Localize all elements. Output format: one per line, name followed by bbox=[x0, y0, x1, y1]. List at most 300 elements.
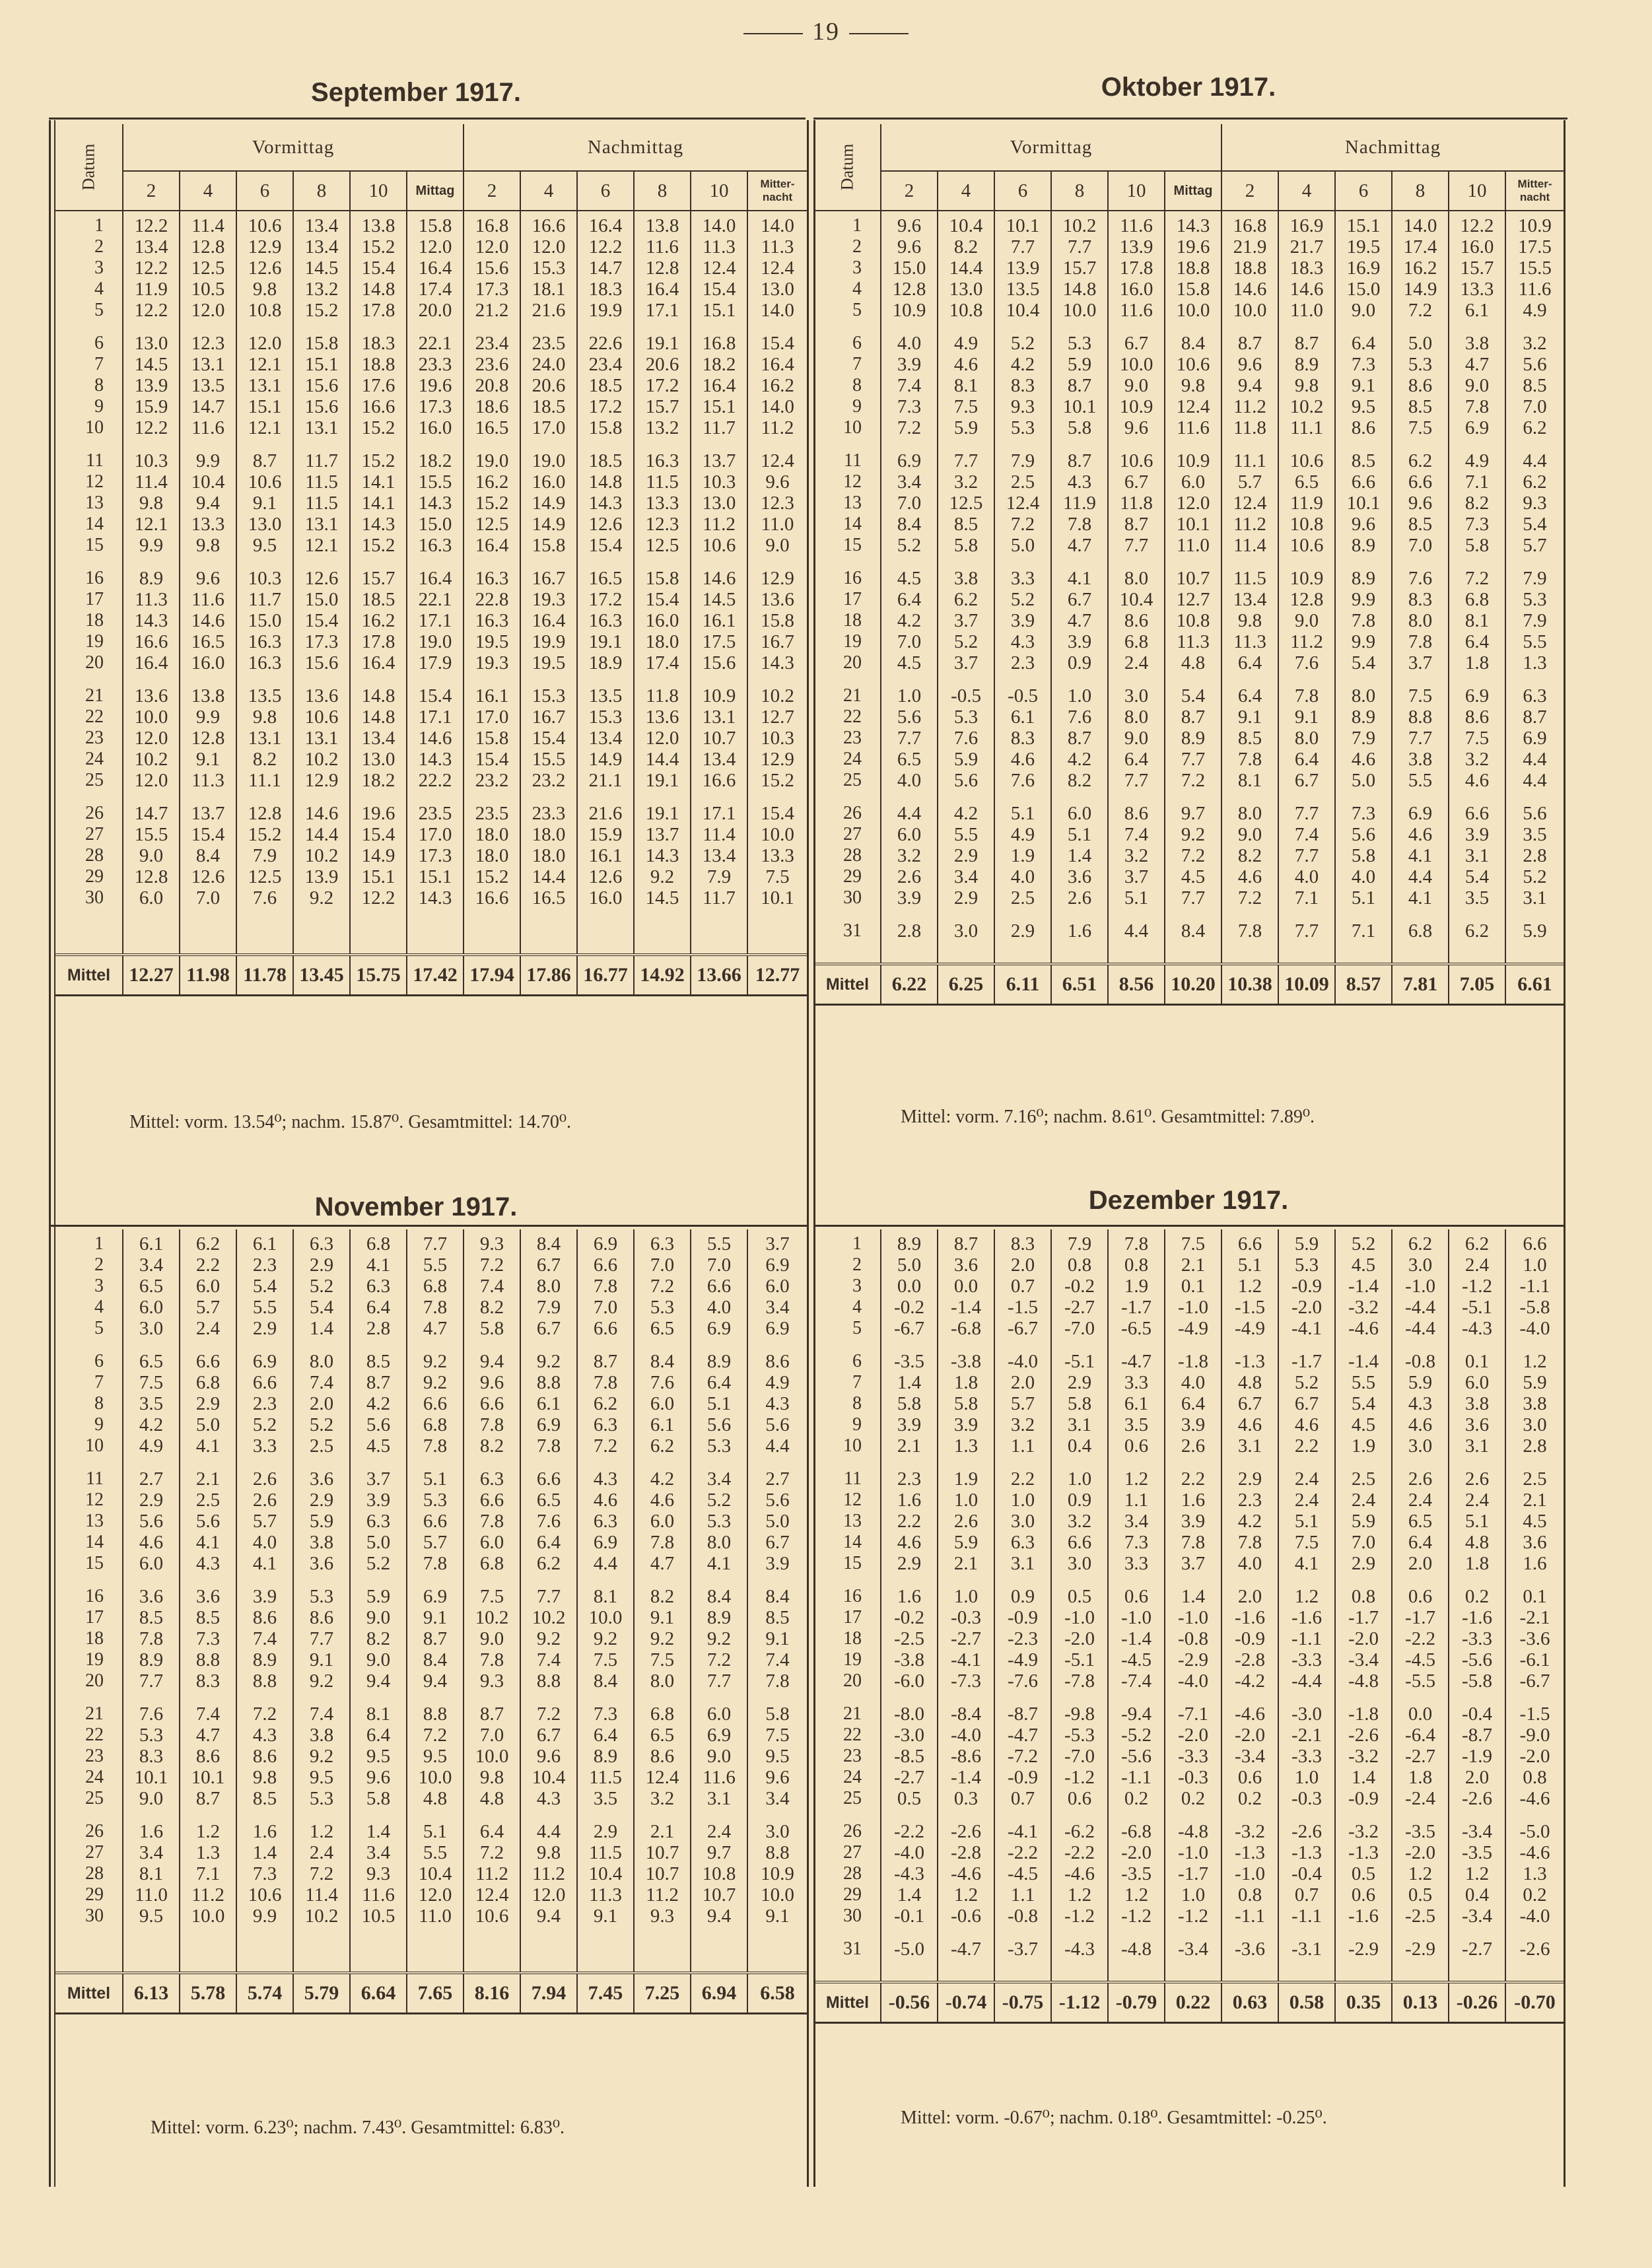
temperature-cell: 18.8 bbox=[350, 354, 407, 375]
day-number: 6 bbox=[55, 321, 123, 354]
temperature-cell: 5.2 bbox=[994, 589, 1051, 610]
temperature-cell: 9.4 bbox=[350, 1670, 407, 1692]
temperature-cell: 5.5 bbox=[407, 1254, 464, 1276]
header-datum: Datum bbox=[815, 124, 881, 211]
temperature-cell: 15.1 bbox=[691, 396, 747, 417]
temperature-cell: 1.9 bbox=[994, 845, 1051, 866]
temperature-cell: 7.3 bbox=[180, 1628, 236, 1649]
temperature-cell: 13.4 bbox=[691, 845, 747, 866]
mean-value: 12.77 bbox=[747, 955, 807, 996]
day-rows bbox=[815, 1229, 1564, 2023]
temperature-cell: 5.8 bbox=[765, 1703, 790, 1725]
mean-value: -1.12 bbox=[1051, 1982, 1108, 2023]
temperature-cell: 7.0 bbox=[881, 493, 938, 514]
temperature-cell: 11.6 bbox=[1108, 211, 1165, 236]
mean-value: 10.20 bbox=[1165, 964, 1222, 1005]
temperature-cell: 4.5 bbox=[881, 652, 938, 673]
temperature-cell: 15.0 bbox=[407, 514, 464, 535]
day-number: 26 bbox=[815, 791, 881, 824]
temperature-cell: 8.4 bbox=[1165, 909, 1222, 953]
day-number: 3 bbox=[55, 1276, 123, 1297]
table-row bbox=[55, 1393, 807, 1414]
temperature-cell: 8.2 bbox=[350, 1628, 407, 1649]
table-row bbox=[815, 1607, 1564, 1628]
temperature-cell: -5.1 bbox=[1449, 1297, 1505, 1318]
temperature-cell: 12.9 bbox=[293, 770, 350, 791]
temperature-cell: -2.9 bbox=[1392, 1927, 1449, 1972]
header-hour: 2 bbox=[1222, 171, 1278, 211]
temperature-cell: 0.6 bbox=[1108, 1574, 1165, 1607]
temperature-cell: 4.6 bbox=[1392, 824, 1449, 845]
temperature-cell: 9.8 bbox=[464, 1767, 520, 1788]
temperature-cell: 14.3 bbox=[407, 749, 464, 770]
temperature-cell: 8.0 bbox=[1392, 610, 1449, 631]
temperature-cell: 13.1 bbox=[236, 728, 293, 749]
mean-value: -0.70 bbox=[1505, 1982, 1564, 2023]
temperature-cell: -4.3 bbox=[881, 1863, 938, 1884]
temperature-cell: 23.5 bbox=[407, 791, 464, 824]
temperature-cell: 5.8 bbox=[938, 535, 994, 556]
temperature-cell: 4.3 bbox=[180, 1553, 236, 1574]
temperature-cell: 17.9 bbox=[407, 652, 464, 673]
temperature-cell: 8.0 bbox=[1335, 673, 1392, 706]
temperature-cell: 1.2 bbox=[1523, 1351, 1547, 1372]
temperature-cell: -0.9 bbox=[1222, 1628, 1278, 1649]
temperature-cell: 7.1 bbox=[180, 1863, 236, 1884]
temperature-cell: 12.8 bbox=[123, 866, 180, 887]
temperature-cell: 1.0 bbox=[938, 1574, 994, 1607]
temperature-cell: 21.1 bbox=[577, 770, 634, 791]
temperature-cell: 23.4 bbox=[577, 354, 634, 375]
temperature-cell: 18.2 bbox=[407, 438, 464, 471]
temperature-cell: 16.9 bbox=[1335, 258, 1392, 279]
table-row bbox=[815, 417, 1564, 438]
temperature-cell: 14.0 bbox=[1392, 211, 1449, 236]
temperature-cell: 16.2 bbox=[350, 610, 407, 631]
table-row bbox=[815, 1788, 1564, 1809]
temperature-cell: -0.3 bbox=[1165, 1767, 1222, 1788]
temperature-cell: 3.1 bbox=[1222, 1435, 1278, 1457]
temperature-cell: 5.6 bbox=[765, 1414, 790, 1435]
day-number: 7 bbox=[815, 354, 881, 375]
table-row bbox=[55, 866, 807, 887]
temperature-cell: 8.2 bbox=[1222, 845, 1278, 866]
temperature-cell: -6.8 bbox=[938, 1318, 994, 1339]
temperature-cell: 2.6 bbox=[236, 1457, 293, 1490]
temperature-cell: 16.7 bbox=[761, 631, 794, 652]
temperature-cell: 5.3 bbox=[1278, 1254, 1335, 1276]
temperature-cell: 4.6 bbox=[1222, 866, 1278, 887]
temperature-cell: 5.9 bbox=[1523, 1372, 1547, 1393]
temperature-cell: 4.8 bbox=[1165, 652, 1222, 673]
temperature-cell: 10.6 bbox=[1278, 438, 1335, 471]
temperature-cell: 2.4 bbox=[1278, 1457, 1335, 1490]
temperature-cell: -1.0 bbox=[1392, 1276, 1449, 1297]
temperature-cell: 5.6 bbox=[881, 706, 938, 728]
temperature-cell: 3.4 bbox=[350, 1842, 407, 1863]
temperature-cell: 2.0 bbox=[1449, 1767, 1505, 1788]
temperature-cell: 3.6 bbox=[1051, 866, 1108, 887]
temperature-cell: 3.2 bbox=[994, 1414, 1051, 1435]
temperature-cell: 19.0 bbox=[464, 438, 520, 471]
temperature-cell: 7.4 bbox=[1278, 824, 1335, 845]
day-number: 18 bbox=[55, 1628, 123, 1649]
table-row bbox=[55, 1628, 807, 1649]
temperature-cell: 3.3 bbox=[994, 556, 1051, 589]
temperature-cell: 7.2 bbox=[1165, 845, 1222, 866]
temperature-cell: -0.2 bbox=[881, 1607, 938, 1628]
temperature-cell: 13.0 bbox=[350, 749, 407, 770]
temperature-cell: 11.5 bbox=[1222, 556, 1278, 589]
temperature-cell: 9.0 bbox=[1278, 610, 1335, 631]
temperature-cell: 9.2 bbox=[1165, 824, 1222, 845]
temperature-cell: 16.0 bbox=[1108, 279, 1165, 300]
temperature-cell: -1.1 bbox=[1278, 1906, 1335, 1927]
day-number: 11 bbox=[55, 1457, 123, 1490]
temperature-cell: 12.4 bbox=[1165, 396, 1222, 417]
temperature-cell: 8.9 bbox=[1335, 556, 1392, 589]
table-row bbox=[55, 673, 807, 706]
temperature-cell: 8.5 bbox=[765, 1607, 790, 1628]
temperature-cell: 3.9 bbox=[994, 610, 1051, 631]
temperature-cell: 3.3 bbox=[236, 1435, 293, 1457]
page-number: 19 bbox=[0, 17, 1652, 46]
day-number: 12 bbox=[815, 471, 881, 493]
temperature-cell: 7.2 bbox=[236, 1692, 293, 1725]
day-number: 29 bbox=[815, 1884, 881, 1906]
temperature-cell: 17.2 bbox=[634, 375, 691, 396]
temperature-cell: 3.7 bbox=[938, 610, 994, 631]
temperature-cell: 6.4 bbox=[1108, 749, 1165, 770]
temperature-cell: 3.2 bbox=[1449, 749, 1505, 770]
mean-value: 8.57 bbox=[1335, 964, 1392, 1005]
temperature-cell: 12.0 bbox=[123, 770, 180, 791]
temperature-cell: 5.5 bbox=[1335, 1372, 1392, 1393]
temperature-cell: 17.2 bbox=[577, 396, 634, 417]
temperature-cell: 17.8 bbox=[350, 631, 407, 652]
temperature-cell: 12.2 bbox=[577, 236, 634, 258]
temperature-cell: 11.0 bbox=[407, 1906, 464, 1939]
temperature-cell: -3.7 bbox=[994, 1927, 1051, 1972]
temperature-cell: 16.5 bbox=[520, 887, 577, 920]
temperature-cell: 5.0 bbox=[881, 1254, 938, 1276]
temperature-cell: 11.2 bbox=[1222, 396, 1278, 417]
header-hour: 4 bbox=[938, 171, 994, 211]
temperature-cell: 7.2 bbox=[691, 1649, 747, 1670]
temperature-cell: 6.4 bbox=[350, 1725, 407, 1746]
temperature-cell: -4.0 bbox=[1519, 1318, 1550, 1339]
temperature-cell: 6.3 bbox=[577, 1511, 634, 1532]
temperature-cell: -0.9 bbox=[1278, 1276, 1335, 1297]
temperature-cell: -1.5 bbox=[1222, 1297, 1278, 1318]
temperature-cell: 9.4 bbox=[180, 493, 236, 514]
temperature-cell: 8.1 bbox=[350, 1692, 407, 1725]
temperature-cell: 5.2 bbox=[293, 1276, 350, 1297]
temperature-cell: 12.6 bbox=[236, 258, 293, 279]
temperature-cell: 6.2 bbox=[1449, 909, 1505, 953]
temperature-cell: 2.4 bbox=[1278, 1490, 1335, 1511]
temperature-cell: -2.4 bbox=[1392, 1788, 1449, 1809]
top-rule-left bbox=[49, 118, 806, 120]
temperature-cell: 10.1 bbox=[1165, 514, 1222, 535]
temperature-cell: -1.1 bbox=[1278, 1628, 1335, 1649]
temperature-cell: 6.6 bbox=[1051, 1532, 1108, 1553]
temperature-cell: 5.1 bbox=[691, 1393, 747, 1414]
day-number: 28 bbox=[55, 1863, 123, 1884]
temperature-cell: 9.5 bbox=[350, 1746, 407, 1767]
table-row bbox=[815, 1372, 1564, 1393]
temperature-cell: 2.5 bbox=[1335, 1457, 1392, 1490]
temperature-cell: 5.1 bbox=[1108, 887, 1165, 909]
day-number: 25 bbox=[55, 770, 123, 791]
temperature-cell: -7.4 bbox=[1108, 1670, 1165, 1692]
temperature-cell: 13.1 bbox=[236, 375, 293, 396]
temperature-cell: 5.4 bbox=[293, 1297, 350, 1318]
temperature-cell: 16.7 bbox=[520, 706, 577, 728]
temperature-cell: 3.9 bbox=[1051, 631, 1108, 652]
table-row bbox=[55, 824, 807, 845]
temperature-cell: 5.3 bbox=[1523, 589, 1547, 610]
table-row bbox=[815, 1490, 1564, 1511]
month-title-dezember: Dezember 1917. bbox=[1088, 1186, 1289, 1215]
temperature-cell: 9.5 bbox=[123, 1906, 180, 1939]
temperature-cell: 4.6 bbox=[634, 1490, 691, 1511]
temperature-cell: 14.0 bbox=[761, 396, 794, 417]
table-row bbox=[815, 1254, 1564, 1276]
temperature-cell: -5.6 bbox=[1108, 1746, 1165, 1767]
temperature-cell: 2.9 bbox=[994, 909, 1051, 953]
temperature-cell: 3.8 bbox=[1449, 1393, 1505, 1414]
temperature-cell: 16.3 bbox=[634, 438, 691, 471]
temperature-cell: 6.4 bbox=[1222, 673, 1278, 706]
temperature-cell: 7.3 bbox=[1449, 514, 1505, 535]
temperature-cell: 3.7 bbox=[1108, 866, 1165, 887]
temperature-cell: 17.1 bbox=[634, 300, 691, 321]
temperature-cell: 8.8 bbox=[407, 1692, 464, 1725]
temperature-cell: -3.5 bbox=[881, 1339, 938, 1372]
temperature-cell: 2.4 bbox=[1449, 1254, 1505, 1276]
day-number: 22 bbox=[55, 706, 123, 728]
temperature-cell: 17.1 bbox=[691, 791, 747, 824]
temperature-cell: 9.1 bbox=[634, 1607, 691, 1628]
temperature-cell: 8.4 bbox=[180, 845, 236, 866]
temperature-cell: 8.6 bbox=[765, 1351, 790, 1372]
temperature-cell: 11.9 bbox=[123, 279, 180, 300]
day-number: 25 bbox=[815, 770, 881, 791]
temperature-cell: 6.7 bbox=[520, 1318, 577, 1339]
temperature-cell: -5.8 bbox=[1449, 1670, 1505, 1692]
day-number: 5 bbox=[55, 1318, 123, 1339]
mean-value: 5.78 bbox=[180, 1973, 236, 2014]
mean-value: 6.94 bbox=[691, 1973, 747, 2014]
table-dezember bbox=[815, 1229, 1564, 2024]
temperature-cell: 7.7 bbox=[691, 1670, 747, 1692]
temperature-cell: -6.1 bbox=[1519, 1649, 1550, 1670]
mean-value: 0.63 bbox=[1222, 1982, 1278, 2023]
table-row bbox=[55, 1511, 807, 1532]
temperature-cell: 18.0 bbox=[520, 824, 577, 845]
table-row bbox=[815, 471, 1564, 493]
day-number: 27 bbox=[815, 1842, 881, 1863]
temperature-cell: 13.8 bbox=[180, 673, 236, 706]
temperature-cell: 6.8 bbox=[180, 1372, 236, 1393]
day-number: 25 bbox=[815, 1788, 881, 1809]
temperature-cell: 14.5 bbox=[293, 258, 350, 279]
temperature-cell: 8.4 bbox=[1165, 321, 1222, 354]
temperature-cell: 12.4 bbox=[634, 1767, 691, 1788]
temperature-cell: 1.8 bbox=[938, 1372, 994, 1393]
temperature-cell: 15.4 bbox=[180, 824, 236, 845]
header-nachmittag: Nachmittag bbox=[1222, 124, 1564, 171]
temperature-cell: 0.6 bbox=[1335, 1884, 1392, 1906]
temperature-cell: -2.2 bbox=[1051, 1842, 1108, 1863]
temperature-cell: 17.2 bbox=[577, 589, 634, 610]
temperature-cell: 7.2 bbox=[1165, 770, 1222, 791]
temperature-cell: 0.3 bbox=[938, 1788, 994, 1809]
temperature-cell: 4.9 bbox=[938, 321, 994, 354]
table-row bbox=[55, 1725, 807, 1746]
temperature-cell: 10.9 bbox=[1108, 396, 1165, 417]
temperature-cell: 5.8 bbox=[350, 1788, 407, 1809]
temperature-cell: 15.1 bbox=[236, 396, 293, 417]
temperature-cell: 15.4 bbox=[761, 803, 794, 824]
temperature-cell: 10.9 bbox=[761, 1863, 794, 1884]
temperature-cell: 8.1 bbox=[1449, 610, 1505, 631]
temperature-cell: 2.2 bbox=[1165, 1457, 1222, 1490]
temperature-cell: 10.0 bbox=[577, 1607, 634, 1628]
temperature-cell: 4.4 bbox=[765, 1435, 790, 1457]
temperature-cell: 4.0 bbox=[1165, 1372, 1222, 1393]
header-hour: 6 bbox=[994, 171, 1051, 211]
temperature-cell: 11.3 bbox=[1222, 631, 1278, 652]
table-row bbox=[55, 471, 807, 493]
mean-value: 0.13 bbox=[1392, 1982, 1449, 2023]
temperature-cell: -1.0 bbox=[1165, 1607, 1222, 1628]
day-number: 31 bbox=[815, 1927, 881, 1972]
table-row bbox=[815, 1297, 1564, 1318]
temperature-cell: -7.1 bbox=[1165, 1692, 1222, 1725]
temperature-cell: 19.9 bbox=[520, 631, 577, 652]
temperature-cell: 6.6 bbox=[577, 1254, 634, 1276]
temperature-cell: -4.0 bbox=[881, 1842, 938, 1863]
temperature-cell: 2.5 bbox=[180, 1490, 236, 1511]
temperature-cell: 17.8 bbox=[1108, 258, 1165, 279]
temperature-cell: 8.8 bbox=[236, 1670, 293, 1692]
temperature-cell: 4.1 bbox=[350, 1254, 407, 1276]
temperature-cell: 16.4 bbox=[464, 535, 520, 556]
temperature-cell: 7.8 bbox=[407, 1553, 464, 1574]
temperature-cell: 15.5 bbox=[123, 824, 180, 845]
day-number: 28 bbox=[815, 1863, 881, 1884]
table-row bbox=[55, 1553, 807, 1574]
temperature-cell: 13.1 bbox=[293, 417, 350, 438]
mean-value: 11.78 bbox=[236, 955, 293, 996]
temperature-cell: 11.8 bbox=[1222, 417, 1278, 438]
temperature-cell: -4.6 bbox=[1335, 1318, 1392, 1339]
temperature-cell: 10.4 bbox=[994, 300, 1051, 321]
temperature-cell: 6.5 bbox=[634, 1725, 691, 1746]
mean-value: 6.61 bbox=[1505, 964, 1564, 1005]
temperature-cell: 4.2 bbox=[123, 1414, 180, 1435]
temperature-cell: -2.6 bbox=[938, 1809, 994, 1842]
temperature-cell: 10.0 bbox=[407, 1767, 464, 1788]
temperature-cell: -3.8 bbox=[938, 1339, 994, 1372]
temperature-cell: 7.8 bbox=[464, 1511, 520, 1532]
header-hour-mittag: Mittag bbox=[407, 171, 464, 211]
temperature-cell: 11.7 bbox=[293, 438, 350, 471]
temperature-cell: 8.7 bbox=[1051, 728, 1108, 749]
temperature-cell: 10.3 bbox=[691, 471, 747, 493]
temperature-cell: 8.5 bbox=[938, 514, 994, 535]
temperature-cell: 6.9 bbox=[765, 1254, 790, 1276]
day-number: 5 bbox=[815, 1318, 881, 1339]
temperature-cell: -8.7 bbox=[1449, 1725, 1505, 1746]
table-row bbox=[55, 300, 807, 321]
temperature-cell: 4.6 bbox=[994, 749, 1051, 770]
temperature-cell: 1.0 bbox=[938, 1490, 994, 1511]
temperature-cell: 9.1 bbox=[180, 749, 236, 770]
temperature-cell: 13.6 bbox=[634, 706, 691, 728]
temperature-cell: 9.6 bbox=[765, 1767, 790, 1788]
temperature-cell: 5.7 bbox=[1523, 535, 1547, 556]
temperature-cell: 6.0 bbox=[881, 824, 938, 845]
temperature-cell: 14.6 bbox=[293, 791, 350, 824]
temperature-cell: 2.3 bbox=[1222, 1490, 1278, 1511]
temperature-cell: 16.1 bbox=[691, 610, 747, 631]
temperature-cell: 9.1 bbox=[1278, 706, 1335, 728]
temperature-cell: 9.4 bbox=[691, 1906, 747, 1939]
temperature-cell: 6.6 bbox=[464, 1490, 520, 1511]
temperature-cell: 8.7 bbox=[1165, 706, 1222, 728]
temperature-cell: 11.6 bbox=[180, 417, 236, 438]
temperature-cell: 6.3 bbox=[350, 1511, 407, 1532]
temperature-cell: 1.0 bbox=[994, 1490, 1051, 1511]
mean-value: -0.56 bbox=[881, 1982, 938, 2023]
temperature-cell: 14.4 bbox=[520, 866, 577, 887]
temperature-cell: 2.6 bbox=[1051, 887, 1108, 909]
temperature-cell: 9.1 bbox=[1222, 706, 1278, 728]
temperature-cell: 9.3 bbox=[350, 1863, 407, 1884]
temperature-cell: 7.5 bbox=[765, 1725, 790, 1746]
temperature-cell: 16.4 bbox=[123, 652, 180, 673]
temperature-cell: 15.4 bbox=[691, 279, 747, 300]
temperature-cell: 5.8 bbox=[1051, 1393, 1108, 1414]
table-row bbox=[55, 1532, 807, 1553]
temperature-cell: 15.1 bbox=[350, 866, 407, 887]
temperature-cell: 15.0 bbox=[1335, 279, 1392, 300]
table-row bbox=[55, 1788, 807, 1809]
temperature-cell: 12.4 bbox=[1222, 493, 1278, 514]
temperature-cell: 8.9 bbox=[691, 1339, 747, 1372]
temperature-cell: 1.8 bbox=[1392, 1767, 1449, 1788]
temperature-cell: 14.3 bbox=[761, 652, 794, 673]
header-hour-mittag: Mittag bbox=[1165, 171, 1222, 211]
temperature-cell: 13.8 bbox=[350, 211, 407, 236]
temperature-cell: -3.5 bbox=[1108, 1863, 1165, 1884]
temperature-cell: 10.4 bbox=[577, 1863, 634, 1884]
temperature-cell: -4.6 bbox=[1519, 1788, 1550, 1809]
temperature-cell: 10.0 bbox=[761, 1884, 794, 1906]
mean-value: 6.13 bbox=[123, 1973, 180, 2014]
day-number: 13 bbox=[55, 1511, 123, 1532]
day-number: 18 bbox=[815, 1628, 881, 1649]
temperature-cell: 4.0 bbox=[994, 866, 1051, 887]
table-row bbox=[55, 1297, 807, 1318]
temperature-cell: 10.0 bbox=[180, 1906, 236, 1939]
temperature-cell: 8.6 bbox=[1108, 610, 1165, 631]
temperature-cell: 5.6 bbox=[1335, 824, 1392, 845]
temperature-cell: 0.0 bbox=[881, 1276, 938, 1297]
